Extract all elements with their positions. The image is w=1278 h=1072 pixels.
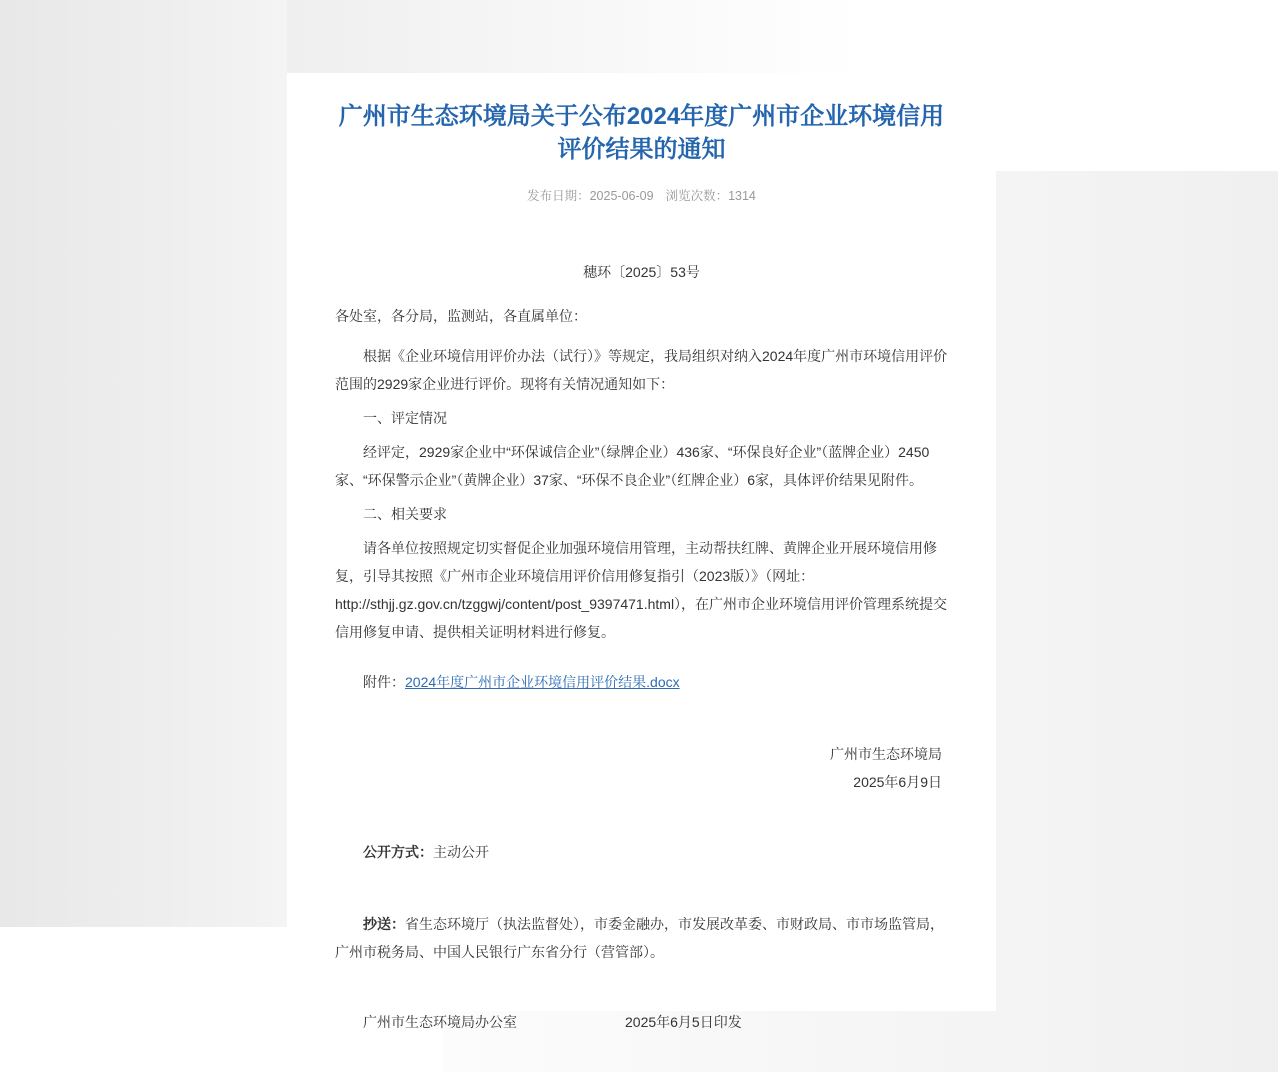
attachment-label: 附件： xyxy=(363,674,405,690)
signature-org: 广州市生态环境局 xyxy=(830,746,942,762)
publish-date-value: 2025-06-09 xyxy=(589,189,654,203)
notice-document-card xyxy=(287,73,996,1030)
cc-label: 抄送： xyxy=(363,916,405,932)
views-value: 1314 xyxy=(728,189,756,203)
footer-print-date: 2025年6月5日印发 xyxy=(625,1014,742,1030)
background-right-panel xyxy=(996,171,1278,1072)
attachment-link[interactable]: 2024年度广州市企业环境信用评价结果.docx xyxy=(405,674,680,690)
signature-date: 2025年6月9日 xyxy=(853,774,942,790)
views-label: 浏览次数： xyxy=(665,189,729,203)
section-heading-1: 一、评定情况 xyxy=(363,410,447,426)
page-title: 广州市生态环境局关于公布2024年度广州市企业环境信用评价结果的通知 xyxy=(338,103,945,163)
publish-meta xyxy=(335,186,948,204)
publish-date-label: 发布日期： xyxy=(527,189,590,203)
paragraph-basis: 根据《企业环境信用评价办法（试行）》等规定，我局组织对纳入2024年度广州市环境信用评价范围的2929家企业进行评价。现将有关情况通知如下： xyxy=(335,348,948,392)
cc-value: 省生态环境厅（执法监督处），市委金融办，市发展改革委、市财政局、市市场监管局，广州市税务局、中国人民银行广东省分行（营管部）。 xyxy=(335,916,944,960)
footer-office: 广州市生态环境局办公室 xyxy=(363,1014,517,1030)
disclosure-value: 主动公开 xyxy=(433,844,489,860)
footer-line xyxy=(335,1008,948,1036)
cc-line xyxy=(335,910,948,966)
background-left-gradient xyxy=(0,0,287,927)
document-number: 穗环〔2025〕53号 xyxy=(583,264,700,280)
section-heading-2: 二、相关要求 xyxy=(363,506,447,522)
salutation: 各处室，各分局，监测站，各直属单位： xyxy=(335,308,587,324)
background-top-gradient xyxy=(287,0,862,73)
paragraph-requirements: 请各单位按照规定切实督促企业加强环境信用管理，主动帮扶红牌、黄牌企业开展环境信用修复，引导其按照《广州市企业环境信用评价信用修复指引（2023版）》（网址：http://sthjj.gz.gov.cn/tzggwj/content/post_9397471.html），在广州市企业环境信用评价管理系统提交信用修复申请、提供相关证明材料进行修复。 xyxy=(335,540,948,640)
disclosure-line xyxy=(335,838,948,866)
attachment-line xyxy=(335,668,948,696)
paragraph-evaluation: 经评定，2929家企业中“环保诚信企业”（绿牌企业）436家、“环保良好企业”（蓝牌企业）2450家、“环保警示企业”（黄牌企业）37家、“环保不良企业”（红牌企业）6家，具体评价结果见附件。 xyxy=(335,444,930,488)
disclosure-label: 公开方式： xyxy=(363,844,433,860)
